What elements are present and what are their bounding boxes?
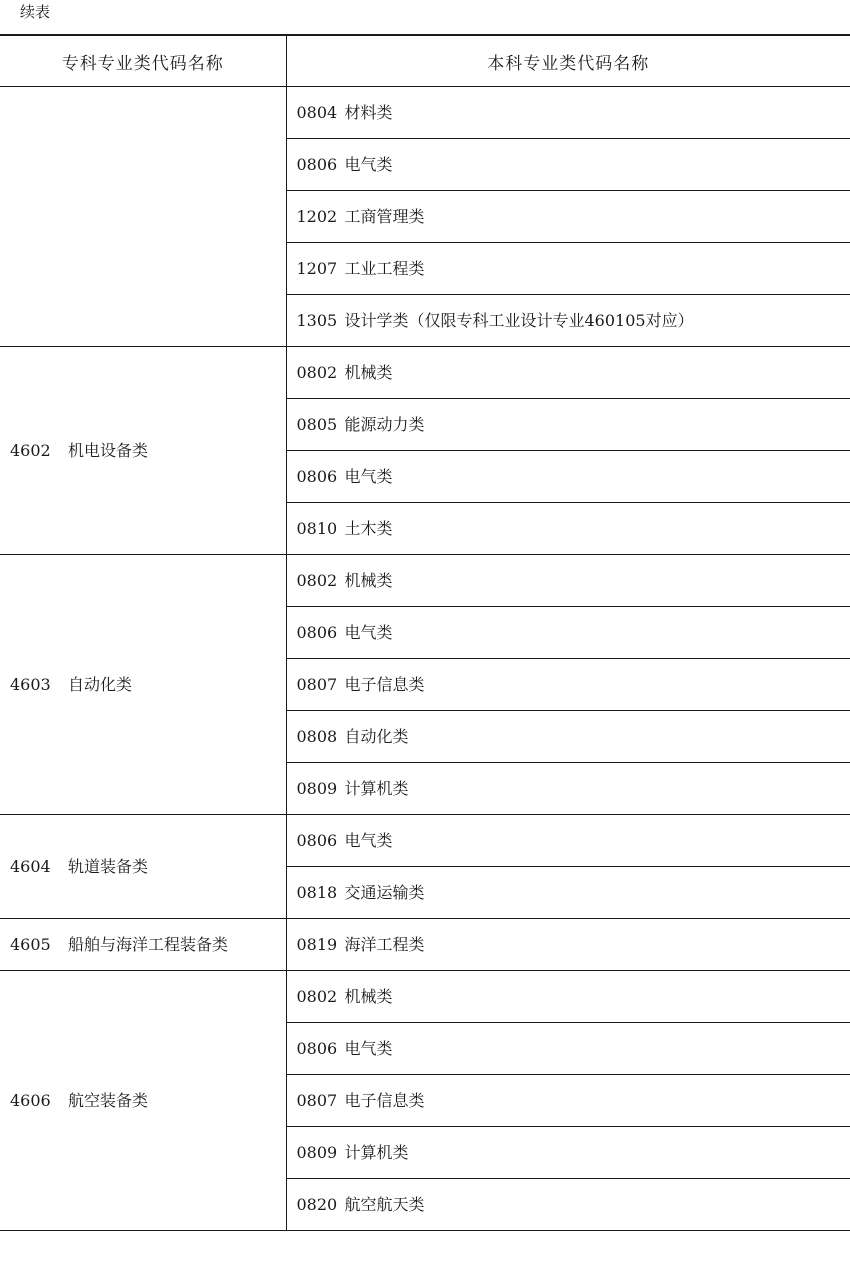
- undergraduate-major-code: 0806: [296, 622, 338, 642]
- undergraduate-major-name: 电气类: [344, 1038, 393, 1058]
- undergraduate-major-name: 机械类: [344, 570, 393, 590]
- undergraduate-major-code: 0809: [296, 778, 338, 798]
- header-vocational-major: 专科专业类代码名称: [0, 35, 286, 87]
- vocational-major-cell: [0, 555, 286, 815]
- undergraduate-major-cell: [286, 451, 850, 503]
- vocational-major-code: 4606: [10, 1090, 51, 1110]
- undergraduate-major-cell: [286, 399, 850, 451]
- undergraduate-major-cell: [286, 659, 850, 711]
- vocational-major-cell: [0, 347, 286, 555]
- undergraduate-major-cell: [286, 139, 850, 191]
- undergraduate-major-code: 0808: [296, 726, 338, 746]
- header-undergraduate-major: 本科专业类代码名称: [286, 35, 850, 87]
- undergraduate-major-code: 0802: [296, 362, 338, 382]
- undergraduate-major-name: 能源动力类: [344, 414, 425, 434]
- undergraduate-major-code: 0805: [296, 414, 338, 434]
- undergraduate-major-name: 机械类: [344, 986, 393, 1006]
- undergraduate-major-code: 0809: [296, 1142, 338, 1162]
- undergraduate-major-cell: [286, 1179, 850, 1231]
- undergraduate-major-name: 计算机类: [344, 1142, 409, 1162]
- table-row: [0, 919, 850, 971]
- undergraduate-major-code: 0806: [296, 466, 338, 486]
- undergraduate-major-code: 0818: [296, 882, 338, 902]
- undergraduate-major-name: 电气类: [344, 154, 393, 174]
- undergraduate-major-name: 工商管理类: [344, 206, 425, 226]
- undergraduate-major-code: 0810: [296, 518, 338, 538]
- undergraduate-major-cell: [286, 191, 850, 243]
- table-row: [0, 347, 850, 399]
- undergraduate-major-code: 0807: [296, 1090, 338, 1110]
- undergraduate-major-cell: [286, 867, 850, 919]
- undergraduate-major-name: 电子信息类: [344, 1090, 425, 1110]
- undergraduate-major-name: 电气类: [344, 466, 393, 486]
- undergraduate-major-code: 0806: [296, 830, 338, 850]
- undergraduate-major-cell: [286, 607, 850, 659]
- undergraduate-major-cell: [286, 919, 850, 971]
- undergraduate-major-name: 电气类: [344, 622, 393, 642]
- undergraduate-major-name: 电气类: [344, 830, 393, 850]
- undergraduate-major-cell: [286, 243, 850, 295]
- vocational-major-name: 轨道装备类: [68, 856, 149, 876]
- undergraduate-major-name: 材料类: [344, 102, 393, 122]
- undergraduate-major-name: 海洋工程类: [344, 934, 425, 954]
- undergraduate-major-code: 0806: [296, 154, 338, 174]
- table-row: [0, 555, 850, 607]
- vocational-major-name: 自动化类: [68, 674, 133, 694]
- table-row: [0, 815, 850, 867]
- table-row: [0, 971, 850, 1023]
- undergraduate-major-name: 航空航天类: [344, 1194, 425, 1214]
- undergraduate-major-code: 0802: [296, 986, 338, 1006]
- undergraduate-major-name: 工业工程类: [344, 258, 425, 278]
- undergraduate-major-code: 0804: [296, 102, 338, 122]
- undergraduate-major-cell: [286, 1127, 850, 1179]
- undergraduate-major-name: 机械类: [344, 362, 393, 382]
- table-body: [0, 87, 850, 1231]
- header-row: [0, 35, 850, 87]
- major-mapping-table: [0, 34, 850, 1231]
- undergraduate-major-cell: [286, 503, 850, 555]
- undergraduate-major-name: 计算机类: [344, 778, 409, 798]
- undergraduate-major-cell: [286, 347, 850, 399]
- vocational-major-name: 船舶与海洋工程装备类: [68, 934, 229, 954]
- undergraduate-major-cell: [286, 87, 850, 139]
- continued-caption: 续表: [20, 3, 51, 21]
- undergraduate-major-cell: [286, 1075, 850, 1127]
- undergraduate-major-code: 0820: [296, 1194, 338, 1214]
- vocational-major-cell: [0, 971, 286, 1231]
- undergraduate-major-cell: [286, 555, 850, 607]
- vocational-major-code: 4604: [10, 856, 51, 876]
- vocational-major-cell: [0, 919, 286, 971]
- vocational-major-cell: [0, 87, 286, 347]
- undergraduate-major-name: 土木类: [344, 518, 393, 538]
- undergraduate-major-code: 1207: [296, 258, 338, 278]
- vocational-major-cell: [0, 815, 286, 919]
- undergraduate-major-cell: [286, 763, 850, 815]
- undergraduate-major-name: 自动化类: [344, 726, 409, 746]
- undergraduate-major-code: 0807: [296, 674, 338, 694]
- undergraduate-major-name: 设计学类（仅限专科工业设计专业460105对应）: [344, 310, 694, 330]
- undergraduate-major-code: 1305: [296, 310, 338, 330]
- undergraduate-major-name: 交通运输类: [344, 882, 425, 902]
- undergraduate-major-code: 1202: [296, 206, 338, 226]
- vocational-major-code: 4602: [10, 440, 51, 460]
- undergraduate-major-code: 0806: [296, 1038, 338, 1058]
- vocational-major-code: 4605: [10, 934, 51, 954]
- undergraduate-major-cell: [286, 815, 850, 867]
- undergraduate-major-cell: [286, 295, 850, 347]
- undergraduate-major-cell: [286, 1023, 850, 1075]
- undergraduate-major-name: 电子信息类: [344, 674, 425, 694]
- vocational-major-name: 航空装备类: [68, 1090, 149, 1110]
- vocational-major-name: 机电设备类: [68, 440, 149, 460]
- undergraduate-major-cell: [286, 971, 850, 1023]
- undergraduate-major-cell: [286, 711, 850, 763]
- vocational-major-code: 4603: [10, 674, 51, 694]
- undergraduate-major-code: 0802: [296, 570, 338, 590]
- undergraduate-major-code: 0819: [296, 934, 338, 954]
- table-row: [0, 87, 850, 139]
